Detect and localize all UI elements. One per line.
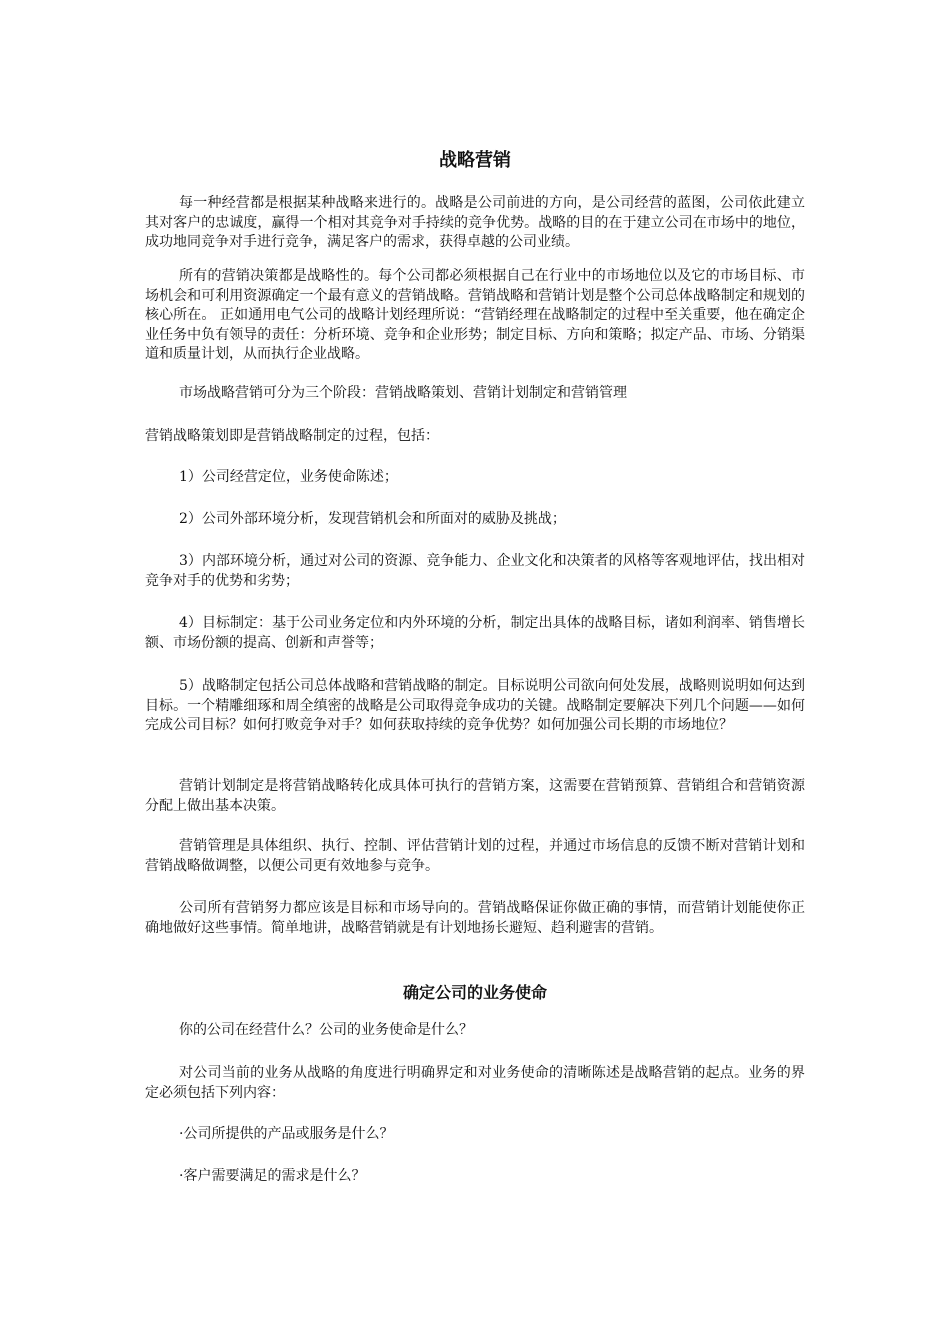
section-title: 确定公司的业务使命 [402, 983, 547, 1002]
planning-item-2: 2）公司外部环境分析，发现营销机会和所面对的威胁及挑战； [179, 511, 566, 527]
intro-paragraph-1: 每一种经营都是根据某种战略来进行的。战略是公司前进的方向，是公司经营的蓝图，公司依此建立其对客户的忠诚度，赢得一个相对其竞争对手持续的竞争优势。战略的目的在于建立公司在市场中的地位，成功地同竞争对手进行竞争，满足客户的需求，获得卓越的公司业绩。 [145, 195, 805, 250]
section-paragraph: 对公司当前的业务从战略的角度进行明确界定和对业务使命的清晰陈述是战略营销的起点。业务的界定必须包括下列内容： [145, 1065, 805, 1101]
summary-paragraph: 公司所有营销努力都应该是目标和市场导向的。营销战略保证你做正确的事情，而营销计划能使你正确地做好这些事情。简单地讲，战略营销就是有计划地扬长避短、趋利避害的营销。 [145, 900, 805, 936]
intro-paragraph-2: 所有的营销决策都是战略性的。每个公司都必须根据自己在行业中的市场地位以及它的市场目标、市场机会和可利用资源确定一个最有意义的营销战略。营销战略和营销计划是整个公司总体战略制定和规划的核心所在。 正如通用电气公司的战略计划经理所说：“营销经理在战略制定的过程中至关重要，他在确定企业任务中负有领导的责任：分析环境、竞争和企业形势；制定目标、方向和策略；拟定产品、市场、分销渠道和质量计划，从而执行企业战略。 [145, 268, 805, 362]
section-bullet-1: ·公司所提供的产品或服务是什么？ [179, 1126, 394, 1142]
management-paragraph: 营销管理是具体组织、执行、控制、评估营销计划的过程，并通过市场信息的反馈不断对营销计划和营销战略做调整，以便公司更有效地参与竞争。 [145, 838, 805, 874]
planning-item-3: 3）内部环境分析，通过对公司的资源、竞争能力、企业文化和决策者的风格等客观地评估，找出相对竞争对手的优势和劣势； [145, 553, 805, 589]
plan-paragraph: 营销计划制定是将营销战略转化成具体可执行的营销方案，这需要在营销预算、营销组合和营销资源分配上做出基本决策。 [145, 778, 805, 814]
section-question: 你的公司在经营什么？公司的业务使命是什么？ [179, 1022, 473, 1038]
planning-intro: 营销战略策划即是营销战略制定的过程，包括： [145, 428, 439, 444]
section-bullet-2: ·客户需要满足的需求是什么？ [179, 1168, 366, 1184]
document-title: 战略营销 [439, 150, 511, 171]
planning-item-4: 4）目标制定：基于公司业务定位和内外环境的分析，制定出具体的战略目标，诸如利润率、销售增长额、市场份额的提高、创新和声誉等； [145, 615, 805, 651]
planning-item-1: 1）公司经营定位，业务使命陈述； [179, 469, 398, 485]
intro-paragraph-3: 市场战略营销可分为三个阶段：营销战略策划、营销计划制定和营销管理 [179, 385, 627, 401]
planning-item-5: 5）战略制定包括公司总体战略和营销战略的制定。目标说明公司欲向何处发展，战略则说明如何达到目标。一个精雕细琢和周全缜密的战略是公司取得竞争成功的关键。战略制定要解决下列几个问题——如何完成公司目标？如何打败竞争对手？如何获取持续的竞争优势？如何加强公司长期的市场地位？ [145, 678, 805, 733]
